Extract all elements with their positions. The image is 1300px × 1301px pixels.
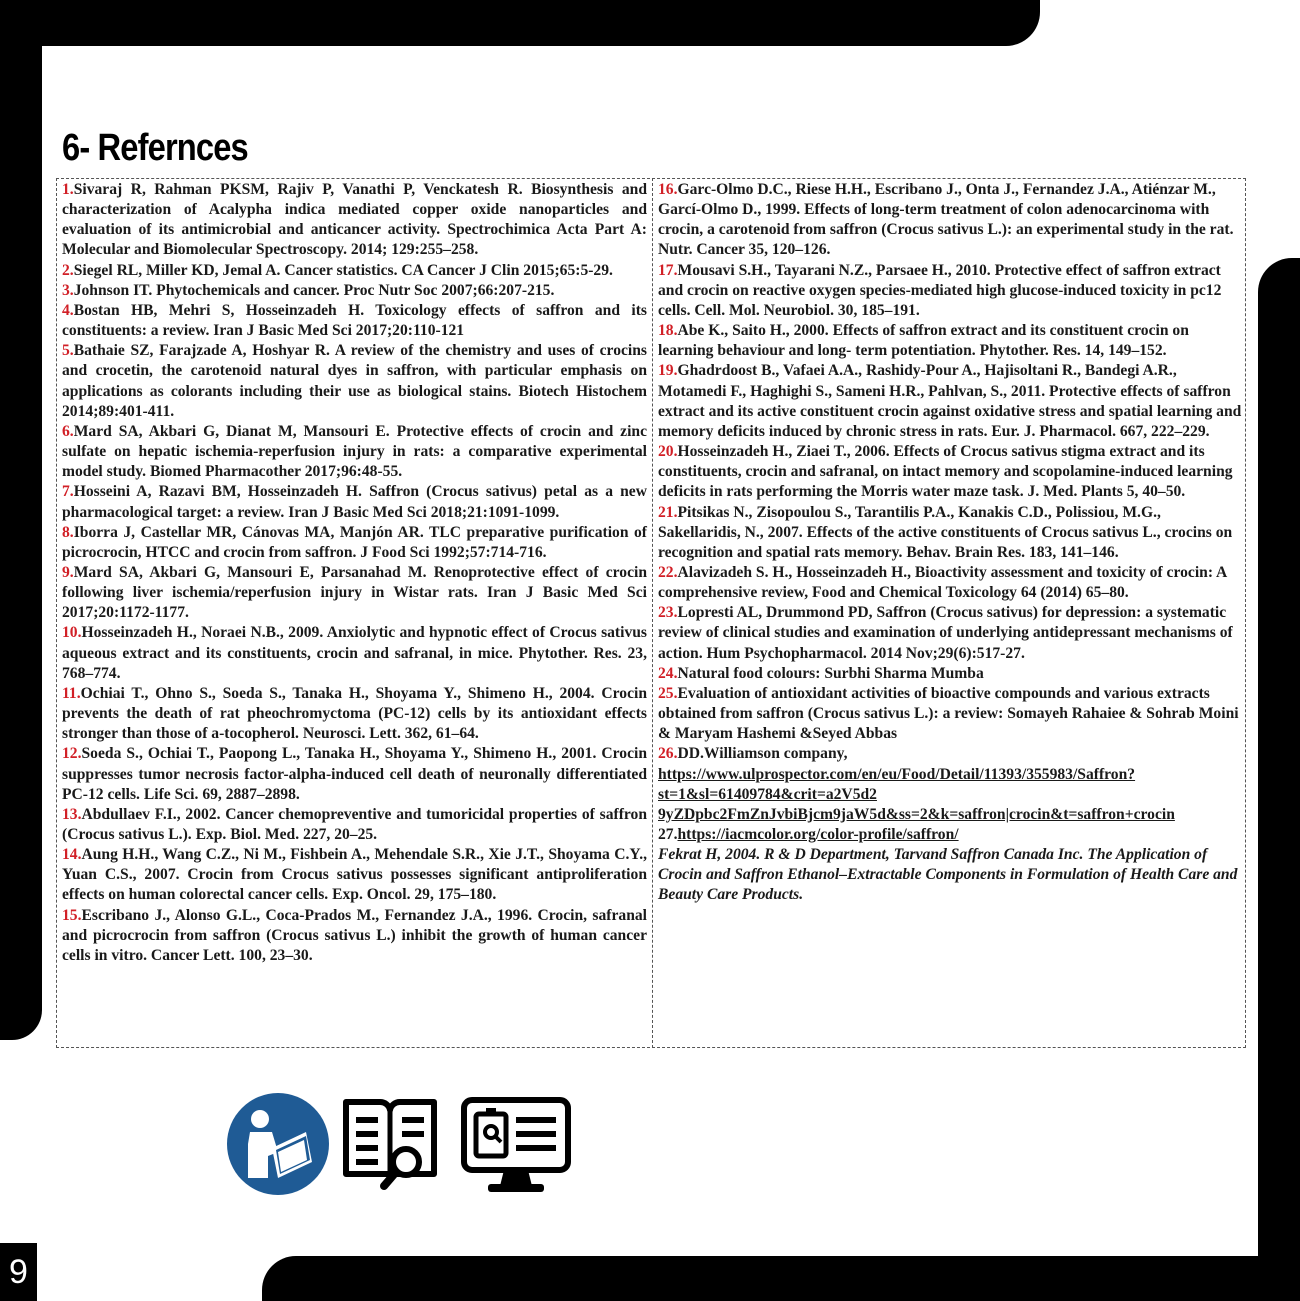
reference-text: Natural food colours: Surbhi Sharma Mumba xyxy=(677,664,984,682)
reference-item-10 xyxy=(62,623,647,683)
reference-item-14 xyxy=(62,845,647,905)
reference-text: Bostan HB, Mehri S, Hosseinzadeh H. Toxicology effects of saffron and its constituents: a review. Iran J Basic Med Sci 2017;20:110-121 xyxy=(62,301,647,340)
reference-text: Hosseinzadeh H., Ziaei T., 2006. Effects of Crocus sativus stigma extract and its constituents, crocin and safranal, on intact memory and scopolamine-induced learning deficits in rats performing the Morris water maze task. J. Med. Plants 5, 40–50. xyxy=(658,443,1233,501)
reference-item-9 xyxy=(62,563,647,623)
reference-text: Lopresti AL, Drummond PD, Saffron (Crocus sativus) for depression: a systematic review of clinical studies and examination of underlying antidepressant mechanisms of action. Hum Psychopharmacol. 2014 Nov;29(6):517-27. xyxy=(658,604,1233,662)
reference-item-6 xyxy=(62,422,647,482)
reference-text: Evaluation of antioxidant activities of bioactive compounds and various extracts obtained from saffron (Crocus sativus L.): a review: Somayeh Rahaiee & Sohrab Moini & Maryam Hashemi &Seyed Abbas xyxy=(658,684,1239,743)
reference-item-23 xyxy=(658,603,1242,663)
reference-item-18 xyxy=(658,321,1242,361)
reference-item-12 xyxy=(62,744,647,804)
reference-item-21 xyxy=(658,503,1242,563)
references-right-list xyxy=(658,180,1242,744)
frame-left-band xyxy=(0,0,42,1040)
reference-number: 20. xyxy=(658,443,678,461)
reference-number: 17. xyxy=(658,261,678,279)
reference-text: Pitsikas N., Zisopoulou S., Tarantilis P.A., Kanakis C.D., Polissiou, M.G., Sakellaridis, N., 2007. Effects of the active constituents of Crocus sativus L., crocins on recognition and spatial rats memory. Behav. Brain Res. 183, 141–146. xyxy=(658,503,1233,561)
column-divider xyxy=(652,178,653,1048)
reference-item-11 xyxy=(62,684,647,744)
reference-number: 24. xyxy=(658,664,678,682)
reference-text: Abdullaev F.I., 2002. Cancer chemopreventive and tumoricidal properties of saffron (Crocus sativus L.). Exp. Biol. Med. 227, 20–25. xyxy=(62,805,647,843)
reference-number: 1. xyxy=(62,181,74,198)
reference-text: Hosseinzadeh H., Noraei N.B., 2009. Anxiolytic and hypnotic effect of Crocus sativus aqueous extract and its constituents, crocin and safranal, in mice. Phytother. Res. 23, 768–774. xyxy=(62,624,647,682)
reference-text: Johnson IT. Phytochemicals and cancer. Proc Nutr Soc 2007;66:207-215. xyxy=(73,281,555,299)
reference-text: Bathaie SZ, Farajzade A, Hoshyar R. A review of the chemistry and uses of crocins and crocetin, the carotenoid natural dyes in saffron, with particular emphasis on applications as colorants including their use as biological stains. Biotech Histochem 2014;89:401-411. xyxy=(62,342,647,420)
reference-item-1 xyxy=(62,180,647,261)
reference-item-25 xyxy=(658,684,1242,744)
reference-number: 18. xyxy=(658,322,678,340)
reference-number: 2. xyxy=(62,261,74,279)
reference-text: DD.Williamson company, xyxy=(677,745,848,763)
reference-item-17 xyxy=(658,261,1242,321)
references-right-column xyxy=(658,180,1242,906)
reference-item-26 xyxy=(658,744,1242,825)
reference-number: 4. xyxy=(62,301,74,319)
frame-right-band xyxy=(1258,258,1300,1301)
reference-number: 11. xyxy=(62,684,81,702)
reference-item-4 xyxy=(62,301,647,341)
reference-text: Hosseini A, Razavi BM, Hosseinzadeh H. Saffron (Crocus sativus) petal as a new pharmacological target: a review. Iran J Basic Med Sci 2018;21:1091-1099. xyxy=(62,483,647,521)
references-left-column xyxy=(62,180,647,966)
reference-number: 26. xyxy=(658,745,678,763)
reading-person-icon xyxy=(226,1092,330,1201)
reference-number: 10. xyxy=(62,624,82,642)
reference-item-19 xyxy=(658,361,1242,442)
reference-number: 27. xyxy=(658,826,678,843)
reference-text: Iborra J, Castellar MR, Cánovas MA, Manjón AR. TLC preparative purification of picrocrocin, HTCC and crocin from saffron. J Food Sci 1992;57:714-716. xyxy=(62,523,647,561)
reference-item-13 xyxy=(62,805,647,845)
reference-number: 5. xyxy=(62,342,74,360)
reference-number: 14. xyxy=(62,846,82,864)
reference-text: Soeda S., Ochiai T., Paopong L., Tanaka H., Shoyama Y., Shimeno H., 2001. Crocin suppresses tumor necrosis factor-alpha-induced cell death of neuronally differentiated PC-12 cells. Life Sci. 69, 2887–2898. xyxy=(62,745,647,803)
reference-link-ulprospector[interactable]: https://www.ulprospector.com/en/eu/Food/Detail/11393/355983/Saffron?st=1&sl=61409784&crit=a2V5d2 9yZDpbc2FmZnJvbiBjcm9jaW5d&ss=2&k=saffron|crocin&t=saffron+crocin xyxy=(658,765,1175,823)
reference-text: Aung H.H., Wang C.Z., Ni M., Fishbein A., Mehendale S.R., Xie J.T., Shoyama C.Y., Yuan C.S., 2007. Crocin from Crocus sativus possesses significant antiproliferation effects on human colorectal cancer cells. Exp. Oncol. 29, 175–180. xyxy=(62,846,647,904)
reference-text: Alavizadeh S. H., Hosseinzadeh H., Bioactivity assessment and toxicity of crocin: A comprehensive review, Food and Chemical Toxicology 64 (2014) 65–80. xyxy=(658,563,1227,602)
page-number: 9 xyxy=(0,1243,37,1301)
reference-text: Ochiai T., Ohno S., Soeda S., Tanaka H., Shoyama Y., Shimeno H., 2004. Crocin prevents the death of rat pheochromyctoma (PC-12) cells by its antioxidant effects stronger than those of a-tocopherol. Neurosci. Lett. 362, 61–64. xyxy=(62,684,647,743)
reference-number: 12. xyxy=(62,745,82,763)
reference-item-15 xyxy=(62,906,647,966)
reference-item-22 xyxy=(658,563,1242,603)
reference-text: Mousavi S.H., Tayarani N.Z., Parsaee H., 2010. Protective effect of saffron extract and crocin on reactive oxygen species-mediated high glucose-induced toxicity in pc12 cells. Cell. Mol. Neurobiol. 30, 185–191. xyxy=(658,261,1222,319)
reference-note-fekrat: Fekrat H, 2004. R & D Department, Tarvand Saffron Canada Inc. The Application of Crocin and Saffron Ethanol–Extractable Components in Formulation of Health Care and Beauty Care Products. xyxy=(658,846,1238,904)
reference-text: Ghadrdoost B., Vafaei A.A., Rashidy-Pour A., Hajisoltani R., Bandegi A.R., Motamedi F., Haghighi S., Sameni H.R., Pahlvan, S., 2011. Protective effects of saffron extract and its active constituent crocin against oxidative stress and spatial learning and memory deficits induced by chronic stress in rats. Eur. J. Pharmacol. 667, 222–229. xyxy=(658,362,1242,440)
reference-item-7 xyxy=(62,482,647,522)
reference-number: 6. xyxy=(62,422,74,440)
reference-number: 9. xyxy=(62,563,74,581)
reference-number: 21. xyxy=(658,503,678,521)
reference-text: Sivaraj R, Rahman PKSM, Rajiv P, Vanathi P, Venckatesh R. Biosynthesis and characterization of Acalypha indica mediated copper oxide nanoparticles and evaluation of its antimicrobial and anticancer activity. Spectrochimica Acta Part A: Molecular and Biomolecular Spectroscopy. 2014; 129:255–258. xyxy=(62,181,647,259)
reference-number: 23. xyxy=(658,604,678,622)
reference-text: Abe K., Saito H., 2000. Effects of saffron extract and its constituent crocin on learning behaviour and long- term potentiation. Phytother. Res. 14, 149–152. xyxy=(658,322,1189,360)
reference-number: 7. xyxy=(62,483,74,501)
reference-text: Mard SA, Akbari G, Mansouri E, Parsanahad M. Renoprotective effect of crocin following liver ischemia/reperfusion injury in Wistar rats. Iran J Basic Med Sci 2017;20:1172-1177. xyxy=(62,563,647,622)
reference-number: 3. xyxy=(62,281,74,299)
monitor-profile-icon xyxy=(460,1092,572,1201)
reference-item-16 xyxy=(658,180,1242,261)
page-title: 6- Refernces xyxy=(62,127,248,169)
reference-item-24 xyxy=(658,664,1242,684)
reference-number: 8. xyxy=(62,523,74,541)
reference-number: 15. xyxy=(62,906,82,924)
reference-number: 22. xyxy=(658,563,678,581)
reference-item-8 xyxy=(62,523,647,563)
frame-top-band xyxy=(0,0,1040,46)
reference-item-27 xyxy=(658,825,1242,845)
reference-item-5 xyxy=(62,341,647,422)
reference-number: 13. xyxy=(62,805,82,823)
reference-number: 25. xyxy=(658,684,678,702)
reference-item-2 xyxy=(62,261,647,281)
frame-bottom-band xyxy=(262,1256,1300,1301)
reference-number: 19. xyxy=(658,362,678,380)
reference-item-3 xyxy=(62,281,647,301)
reference-text: Garc-Olmo D.C., Riese H.H., Escribano J., Onta J., Fernandez J.A., Atiénzar M., Garcí-Olmo D., 1999. Effects of long-term treatment of colon adenocarcinoma with crocin, a carotenoid from saffron (Crocus sativus L.): an experimental study in the rat. Nutr. Cancer 35, 120–126. xyxy=(658,181,1234,259)
reference-item-20 xyxy=(658,442,1242,502)
document-search-icon xyxy=(340,1092,440,1201)
reference-text: Mard SA, Akbari G, Dianat M, Mansouri E. Protective effects of crocin and zinc sulfate on hepatic ischemia-reperfusion injury in rats: a comparative experimental model study. Biomed Pharmacother 2017;96:48-55. xyxy=(62,422,647,481)
reference-text: Escribano J., Alonso G.L., Coca-Prados M., Fernandez J.A., 1996. Crocin, safranal and picrocrocin from saffron (Crocus sativus L.) inhibit the growth of human cancer cells in vitro. Cancer Lett. 100, 23–30. xyxy=(62,906,647,964)
reference-number: 16. xyxy=(658,181,678,198)
reference-link-iacmcolor[interactable]: https://iacmcolor.org/color-profile/saffron/ xyxy=(677,826,959,843)
reference-text: Siegel RL, Miller KD, Jemal A. Cancer statistics. CA Cancer J Clin 2015;65:5-29. xyxy=(73,261,613,279)
